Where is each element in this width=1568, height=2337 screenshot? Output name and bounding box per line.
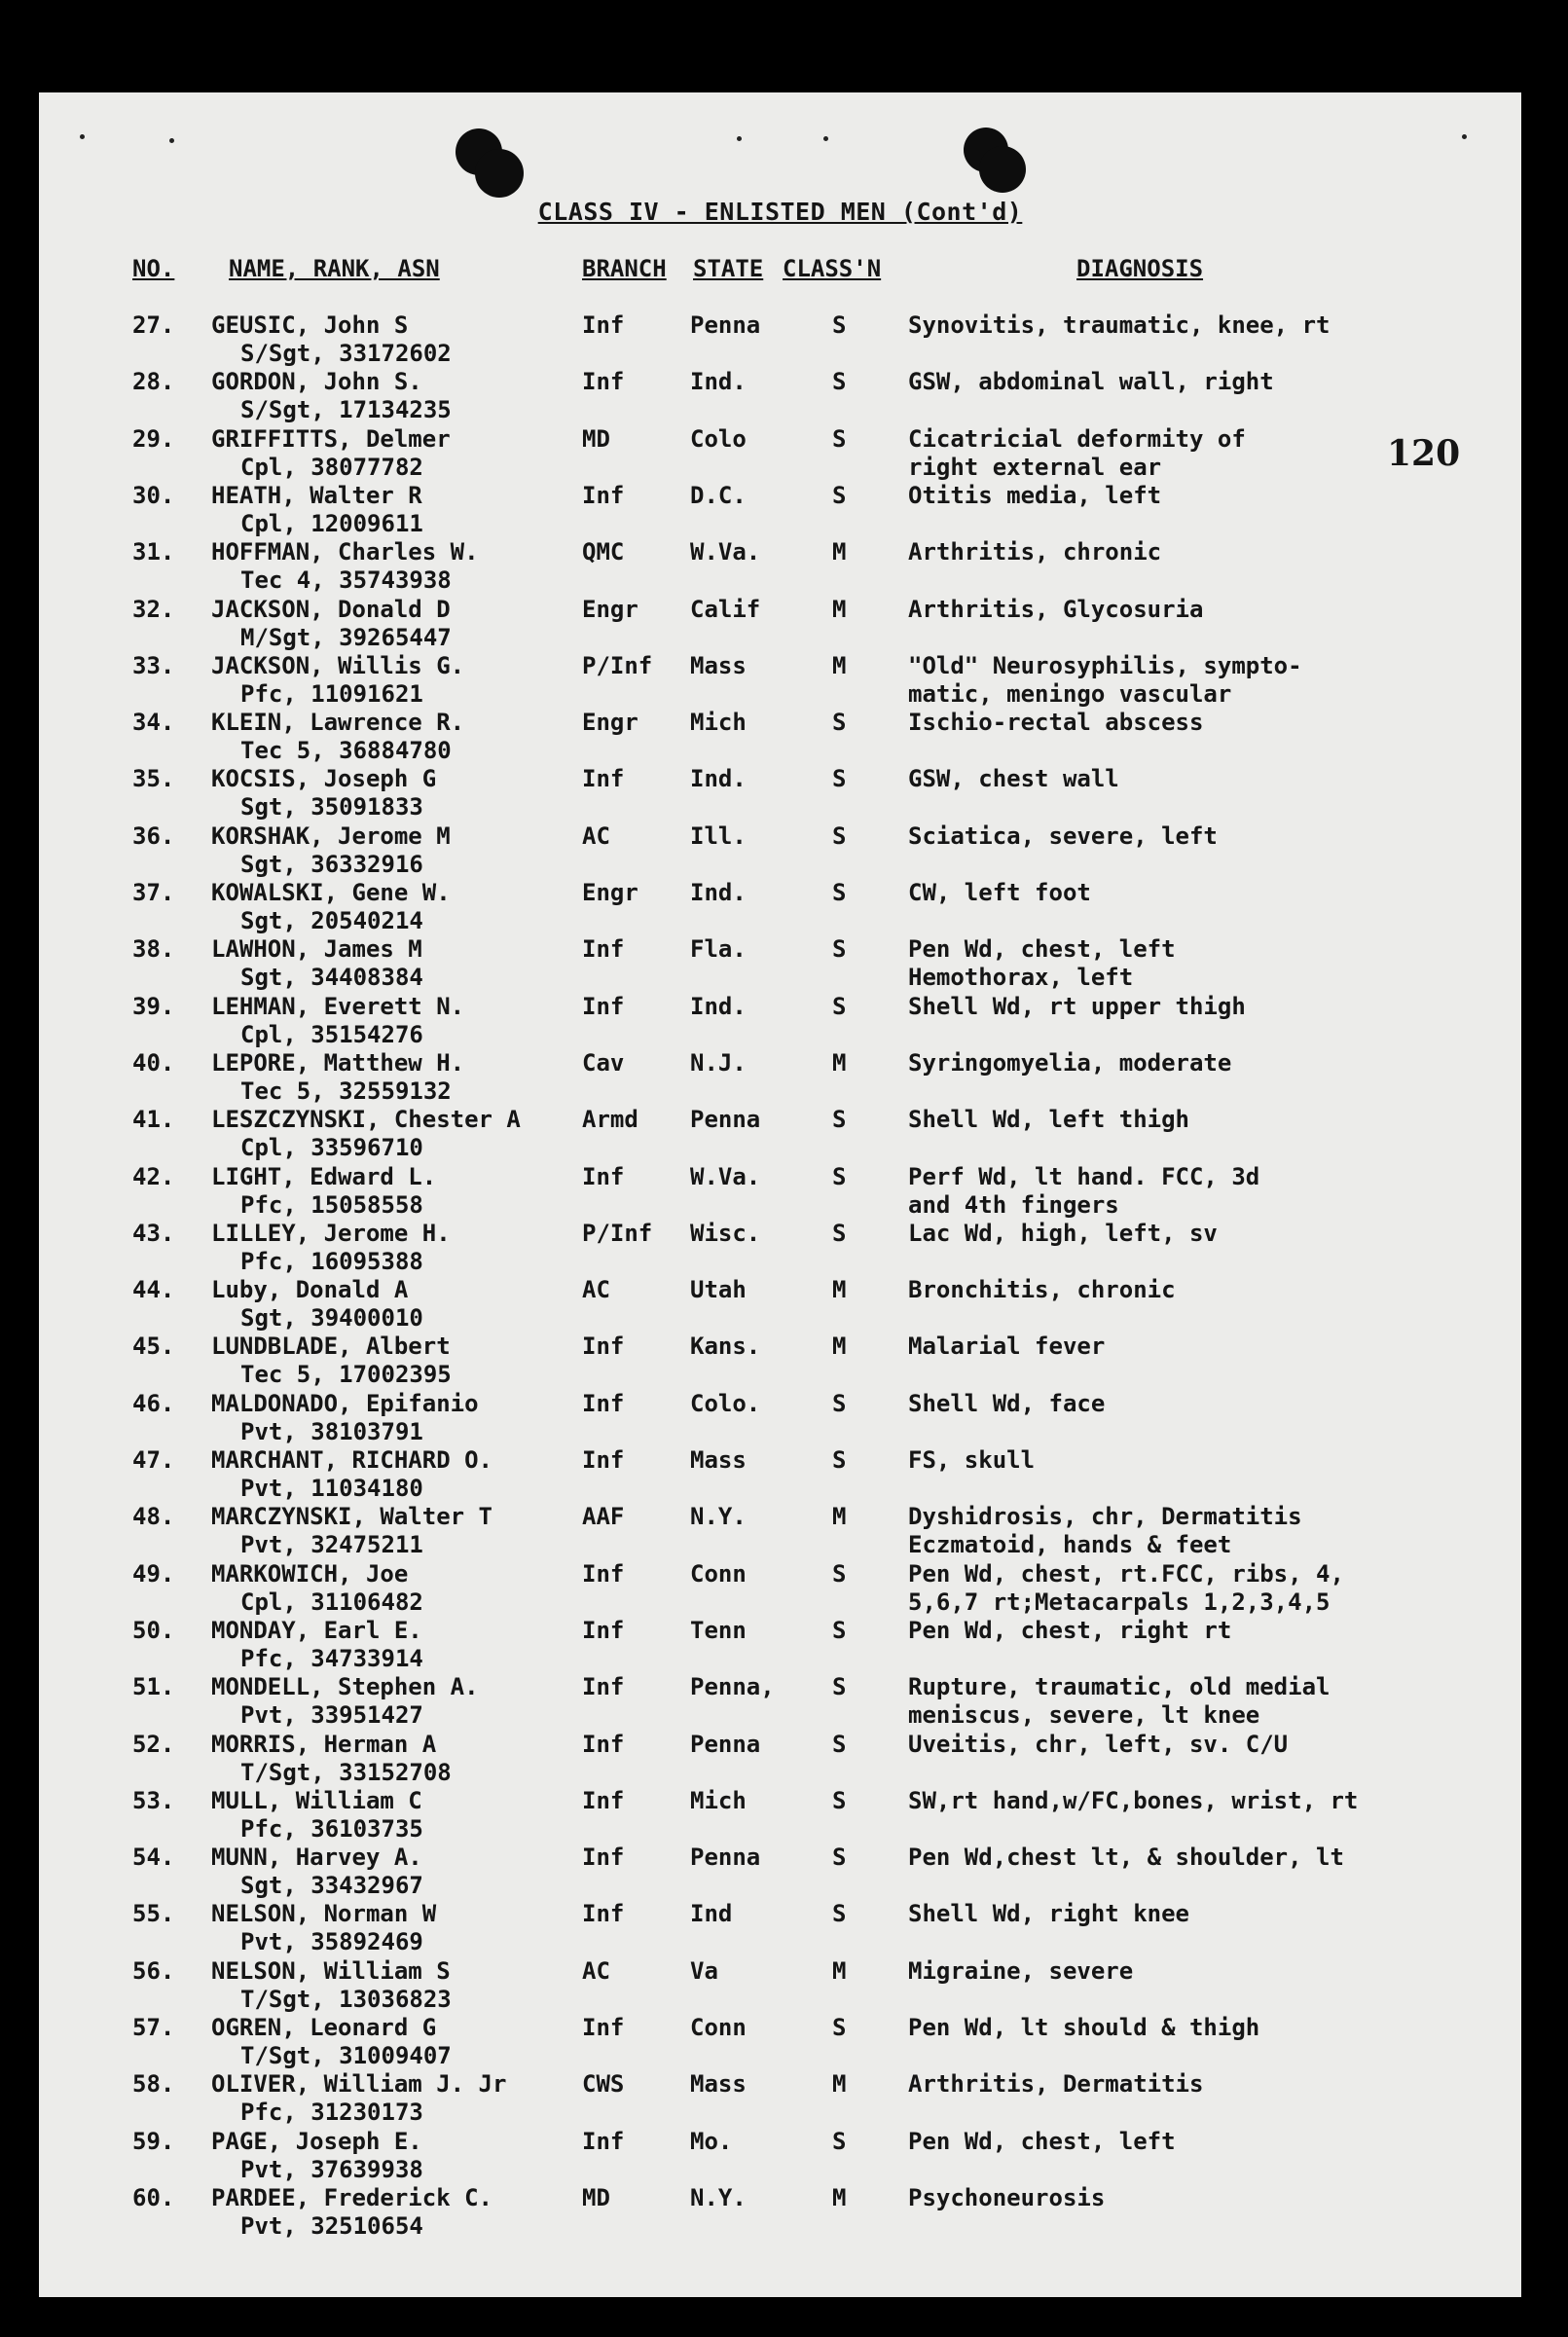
record-diagnosis-line-1: Arthritis, chronic xyxy=(908,538,1162,566)
record-branch: Inf xyxy=(582,1844,625,1872)
record-rank-asn: Cpl, 38077782 xyxy=(240,453,423,481)
record-row xyxy=(39,1049,1521,1106)
record-branch: AC xyxy=(582,1956,610,1985)
record-state: Mo. xyxy=(690,2127,733,2155)
record-row xyxy=(39,1900,1521,1956)
record-branch: AC xyxy=(582,822,610,850)
record-rank-asn: Pvt, 38103791 xyxy=(240,1417,423,1445)
record-branch: Inf xyxy=(582,2014,625,2041)
record-row xyxy=(39,1617,1521,1673)
record-row xyxy=(39,765,1521,822)
record-number: 54. xyxy=(132,1844,175,1872)
record-classification: S xyxy=(832,2014,847,2041)
record-state: Ind. xyxy=(690,879,747,906)
record-name: MONDELL, Stephen A. xyxy=(211,1673,479,1701)
record-diagnosis-line-1: Syringomyelia, moderate xyxy=(908,1048,1232,1077)
record-branch: Engr xyxy=(582,879,638,906)
record-diagnosis-line-1: Dyshidrosis, chr, Dermatitis xyxy=(908,1503,1302,1531)
record-number: 55. xyxy=(132,1900,175,1928)
record-row xyxy=(39,1163,1521,1220)
record-classification: S xyxy=(832,709,847,737)
record-name: LEPORE, Matthew H. xyxy=(211,1048,465,1077)
record-classification: M xyxy=(832,651,847,679)
record-name: LESZCZYNSKI, Chester A xyxy=(211,1106,521,1134)
record-classification: S xyxy=(832,822,847,850)
record-number: 39. xyxy=(132,992,175,1020)
record-state: Calif xyxy=(690,595,761,623)
record-diagnosis-line-1: Cicatricial deformity of xyxy=(908,424,1246,453)
record-classification: S xyxy=(832,1730,847,1758)
record-rank-asn: Pfc, 31230173 xyxy=(240,2099,423,2127)
record-diagnosis-line-1: Pen Wd, chest, left xyxy=(908,935,1176,964)
record-diagnosis-line-1: Pen Wd, chest, right rt xyxy=(908,1616,1232,1644)
record-name: OLIVER, William J. Jr xyxy=(211,2070,507,2099)
record-number: 53. xyxy=(132,1786,175,1814)
record-classification: S xyxy=(832,481,847,509)
speck xyxy=(823,136,828,141)
record-name: Luby, Donald A xyxy=(211,1276,409,1304)
record-name: GRIFFITTS, Delmer xyxy=(211,424,451,453)
record-row xyxy=(39,1446,1521,1503)
record-number: 49. xyxy=(132,1559,175,1588)
record-rank-asn: Pvt, 11034180 xyxy=(240,1475,423,1502)
record-diagnosis-line-1: Shell Wd, right knee xyxy=(908,1900,1189,1928)
record-name: HOFFMAN, Charles W. xyxy=(211,538,479,566)
record-diagnosis-line-2: right external ear xyxy=(908,453,1162,481)
record-rank-asn: Cpl, 33596710 xyxy=(240,1134,423,1162)
record-diagnosis-line-2: 5,6,7 rt;Metacarpals 1,2,3,4,5 xyxy=(908,1588,1331,1616)
record-rank-asn: Pfc, 15058558 xyxy=(240,1190,423,1219)
record-diagnosis-line-1: Shell Wd, face xyxy=(908,1389,1106,1417)
record-diagnosis-line-2: Eczmatoid, hands & feet xyxy=(908,1531,1232,1559)
record-diagnosis-line-1: Pen Wd, chest, rt.FCC, ribs, 4, xyxy=(908,1559,1344,1588)
record-row xyxy=(39,425,1521,482)
record-rank-asn: T/Sgt, 33152708 xyxy=(240,1758,452,1786)
record-row xyxy=(39,1560,1521,1617)
record-row xyxy=(39,1276,1521,1333)
record-state: N.J. xyxy=(690,1048,747,1077)
record-branch: Cav xyxy=(582,1048,625,1077)
record-name: MARKOWICH, Joe xyxy=(211,1559,409,1588)
record-diagnosis-line-2: meniscus, severe, lt knee xyxy=(908,1701,1260,1730)
record-name: MUNN, Harvey A. xyxy=(211,1844,422,1872)
record-diagnosis-line-2: matic, meningo vascular xyxy=(908,679,1232,708)
record-branch: Inf xyxy=(582,1559,625,1588)
record-branch: Inf xyxy=(582,311,625,339)
record-classification: S xyxy=(832,765,847,793)
record-state: Colo. xyxy=(690,1389,761,1417)
record-diagnosis-line-1: CW, left foot xyxy=(908,879,1091,906)
record-rank-asn: Sgt, 34408384 xyxy=(240,964,423,992)
record-row xyxy=(39,2184,1521,2241)
record-branch: Inf xyxy=(582,1333,625,1361)
record-diagnosis-line-1: Migraine, severe xyxy=(908,1956,1134,1985)
record-state: D.C. xyxy=(690,481,747,509)
record-state: Penna xyxy=(690,1844,761,1872)
record-rank-asn: Pvt, 32510654 xyxy=(240,2211,423,2240)
record-diagnosis-line-1: Shell Wd, left thigh xyxy=(908,1106,1189,1134)
record-state: Kans. xyxy=(690,1333,761,1361)
record-rank-asn: S/Sgt, 17134235 xyxy=(240,396,452,424)
record-name: MONDAY, Earl E. xyxy=(211,1616,422,1644)
record-state: Ill. xyxy=(690,822,747,850)
record-branch: Inf xyxy=(582,992,625,1020)
speck xyxy=(169,138,174,143)
record-classification: S xyxy=(832,1900,847,1928)
record-diagnosis-line-1: GSW, abdominal wall, right xyxy=(908,368,1274,396)
record-diagnosis-line-1: Arthritis, Dermatitis xyxy=(908,2070,1204,2099)
record-number: 28. xyxy=(132,368,175,396)
record-name: GORDON, John S. xyxy=(211,368,422,396)
record-classification: S xyxy=(832,2127,847,2155)
record-classification: S xyxy=(832,424,847,453)
record-row xyxy=(39,311,1521,368)
record-classification: S xyxy=(832,368,847,396)
record-classification: S xyxy=(832,1446,847,1474)
record-number: 47. xyxy=(132,1446,175,1474)
record-classification: S xyxy=(832,1844,847,1872)
record-state: Mass xyxy=(690,651,747,679)
record-name: MARCHANT, RICHARD O. xyxy=(211,1446,492,1474)
record-rank-asn: T/Sgt, 31009407 xyxy=(240,2042,452,2069)
record-classification: M xyxy=(832,538,847,566)
record-name: KOWALSKI, Gene W. xyxy=(211,879,451,906)
record-row xyxy=(39,1731,1521,1787)
record-rank-asn: Pvt, 33951427 xyxy=(240,1701,423,1730)
record-number: 40. xyxy=(132,1048,175,1077)
header-diagnosis: DIAGNOSIS xyxy=(1076,255,1204,282)
punch-hole-right-b xyxy=(979,146,1026,193)
record-diagnosis-line-1: Pen Wd, lt should & thigh xyxy=(908,2014,1260,2041)
record-number: 45. xyxy=(132,1333,175,1361)
record-branch: P/Inf xyxy=(582,651,653,679)
record-diagnosis-line-1: Arthritis, Glycosuria xyxy=(908,595,1204,623)
record-row xyxy=(39,993,1521,1049)
header-state: STATE xyxy=(693,255,764,282)
document-page xyxy=(39,92,1521,2297)
record-name: OGREN, Leonard G xyxy=(211,2014,437,2041)
record-diagnosis-line-1: Sciatica, severe, left xyxy=(908,822,1218,850)
record-rank-asn: Sgt, 39400010 xyxy=(240,1304,423,1333)
record-number: 36. xyxy=(132,822,175,850)
record-rank-asn: Tec 5, 32559132 xyxy=(240,1077,452,1105)
record-diagnosis-line-1: GSW, chest wall xyxy=(908,765,1119,793)
record-state: Penna xyxy=(690,1730,761,1758)
record-row xyxy=(39,709,1521,765)
header-branch: BRANCH xyxy=(582,255,667,282)
record-number: 31. xyxy=(132,538,175,566)
record-number: 30. xyxy=(132,481,175,509)
record-state: Penna xyxy=(690,311,761,339)
record-name: HEATH, Walter R xyxy=(211,481,422,509)
record-number: 52. xyxy=(132,1730,175,1758)
record-classification: S xyxy=(832,1162,847,1190)
record-state: W.Va. xyxy=(690,1162,761,1190)
record-branch: Inf xyxy=(582,1389,625,1417)
record-name: LIGHT, Edward L. xyxy=(211,1162,437,1190)
record-rank-asn: M/Sgt, 39265447 xyxy=(240,623,452,651)
record-rank-asn: T/Sgt, 13036823 xyxy=(240,1985,452,2013)
record-row xyxy=(39,1844,1521,1900)
record-diagnosis-line-1: Uveitis, chr, left, sv. C/U xyxy=(908,1730,1289,1758)
record-row xyxy=(39,596,1521,652)
record-diagnosis-line-1: Bronchitis, chronic xyxy=(908,1276,1176,1304)
record-state: Ind xyxy=(690,1900,733,1928)
record-classification: M xyxy=(832,1333,847,1361)
record-branch: Inf xyxy=(582,1616,625,1644)
record-number: 42. xyxy=(132,1162,175,1190)
record-number: 27. xyxy=(132,311,175,339)
record-diagnosis-line-1: Perf Wd, lt hand. FCC, 3d xyxy=(908,1162,1260,1190)
record-name: LILLEY, Jerome H. xyxy=(211,1219,451,1247)
record-rank-asn: Cpl, 12009611 xyxy=(240,509,423,537)
record-rank-asn: Pvt, 37639938 xyxy=(240,2155,423,2183)
punch-hole-left-b xyxy=(475,149,524,198)
record-row xyxy=(39,2128,1521,2184)
record-classification: S xyxy=(832,1219,847,1247)
record-rank-asn: Tec 5, 36884780 xyxy=(240,737,452,765)
record-number: 41. xyxy=(132,1106,175,1134)
record-diagnosis-line-1: FS, skull xyxy=(908,1446,1036,1474)
record-branch: QMC xyxy=(582,538,625,566)
record-branch: Inf xyxy=(582,368,625,396)
record-state: N.Y. xyxy=(690,2183,747,2211)
record-state: Mich xyxy=(690,709,747,737)
record-name: LEHMAN, Everett N. xyxy=(211,992,465,1020)
record-classification: M xyxy=(832,1503,847,1531)
record-row xyxy=(39,1333,1521,1389)
record-row xyxy=(39,1106,1521,1162)
record-name: MULL, William C xyxy=(211,1786,422,1814)
record-branch: MD xyxy=(582,2183,610,2211)
record-number: 29. xyxy=(132,424,175,453)
record-branch: Inf xyxy=(582,1446,625,1474)
record-diagnosis-line-1: Psychoneurosis xyxy=(908,2183,1106,2211)
record-state: Colo xyxy=(690,424,747,453)
record-name: LAWHON, James M xyxy=(211,935,422,964)
record-branch: Inf xyxy=(582,2127,625,2155)
record-diagnosis-line-1: Pen Wd, chest, left xyxy=(908,2127,1176,2155)
record-rank-asn: Tec 5, 17002395 xyxy=(240,1361,452,1389)
record-classification: S xyxy=(832,935,847,964)
record-number: 56. xyxy=(132,1956,175,1985)
record-name: NELSON, Norman W xyxy=(211,1900,437,1928)
speck xyxy=(1462,134,1467,139)
record-diagnosis-line-2: and 4th fingers xyxy=(908,1190,1119,1219)
record-branch: Engr xyxy=(582,709,638,737)
record-state: Ind. xyxy=(690,992,747,1020)
record-row xyxy=(39,879,1521,935)
record-row xyxy=(39,1220,1521,1276)
record-row xyxy=(39,482,1521,538)
record-branch: Inf xyxy=(582,1162,625,1190)
record-state: Conn xyxy=(690,1559,747,1588)
record-classification: S xyxy=(832,1673,847,1701)
record-number: 44. xyxy=(132,1276,175,1304)
record-number: 48. xyxy=(132,1503,175,1531)
record-number: 43. xyxy=(132,1219,175,1247)
record-rank-asn: Sgt, 33432967 xyxy=(240,1872,423,1900)
record-name: KOCSIS, Joseph G xyxy=(211,765,437,793)
record-row xyxy=(39,1390,1521,1446)
record-state: W.Va. xyxy=(690,538,761,566)
record-classification: S xyxy=(832,1786,847,1814)
record-state: Tenn xyxy=(690,1616,747,1644)
record-number: 58. xyxy=(132,2070,175,2099)
record-rank-asn: Pfc, 36103735 xyxy=(240,1814,423,1843)
record-number: 33. xyxy=(132,651,175,679)
record-classification: M xyxy=(832,1956,847,1985)
record-row xyxy=(39,652,1521,709)
record-branch: AAF xyxy=(582,1503,625,1531)
record-rank-asn: Pvt, 32475211 xyxy=(240,1531,423,1559)
record-name: LUNDBLADE, Albert xyxy=(211,1333,451,1361)
record-rank-asn: Pfc, 11091621 xyxy=(240,679,423,708)
record-state: Ind. xyxy=(690,368,747,396)
record-state: Va xyxy=(690,1956,718,1985)
record-rank-asn: Pfc, 34733914 xyxy=(240,1644,423,1672)
record-diagnosis-line-1: Lac Wd, high, left, sv xyxy=(908,1219,1218,1247)
record-rank-asn: Sgt, 35091833 xyxy=(240,793,423,822)
record-row xyxy=(39,538,1521,595)
record-name: MARCZYNSKI, Walter T xyxy=(211,1503,492,1531)
record-diagnosis-line-1: Pen Wd,chest lt, & shoulder, lt xyxy=(908,1844,1344,1872)
record-name: GEUSIC, John S xyxy=(211,311,409,339)
record-branch: Inf xyxy=(582,1730,625,1758)
record-diagnosis-line-1: SW,rt hand,w/FC,bones, wrist, rt xyxy=(908,1786,1359,1814)
record-name: MALDONADO, Epifanio xyxy=(211,1389,479,1417)
document-title: CLASS IV - ENLISTED MEN (Cont'd) xyxy=(537,198,1023,226)
header-name: NAME, RANK, ASN xyxy=(229,255,440,282)
record-branch: Armd xyxy=(582,1106,638,1134)
record-branch: MD xyxy=(582,424,610,453)
record-name: PAGE, Joseph E. xyxy=(211,2127,422,2155)
record-name: KLEIN, Lawrence R. xyxy=(211,709,465,737)
record-classification: M xyxy=(832,2070,847,2099)
record-classification: M xyxy=(832,595,847,623)
record-state: Penna xyxy=(690,1106,761,1134)
record-number: 32. xyxy=(132,595,175,623)
record-row xyxy=(39,1787,1521,1844)
record-state: Mich xyxy=(690,1786,747,1814)
record-rank-asn: Tec 4, 35743938 xyxy=(240,566,452,595)
record-rank-asn: Cpl, 31106482 xyxy=(240,1588,423,1616)
record-state: Penna, xyxy=(690,1673,775,1701)
record-rank-asn: S/Sgt, 33172602 xyxy=(240,340,452,367)
record-diagnosis-line-1: Ischio-rectal abscess xyxy=(908,709,1204,737)
record-branch: Inf xyxy=(582,765,625,793)
record-name: PARDEE, Frederick C. xyxy=(211,2183,492,2211)
record-classification: M xyxy=(832,1276,847,1304)
header-class: CLASS'N xyxy=(783,255,882,282)
record-branch: Inf xyxy=(582,1900,625,1928)
record-branch: Inf xyxy=(582,935,625,964)
record-classification: S xyxy=(832,1389,847,1417)
header-no: NO. xyxy=(132,255,175,282)
record-rank-asn: Sgt, 20540214 xyxy=(240,907,423,934)
record-classification: S xyxy=(832,1106,847,1134)
record-diagnosis-line-1: "Old" Neurosyphilis, sympto- xyxy=(908,651,1302,679)
page-number: 120 xyxy=(1387,433,1461,474)
record-classification: S xyxy=(832,1559,847,1588)
record-diagnosis-line-2: Hemothorax, left xyxy=(908,964,1134,992)
record-classification: S xyxy=(832,879,847,906)
record-state: N.Y. xyxy=(690,1503,747,1531)
record-number: 38. xyxy=(132,935,175,964)
record-state: Mass xyxy=(690,1446,747,1474)
record-number: 35. xyxy=(132,765,175,793)
record-number: 59. xyxy=(132,2127,175,2155)
record-number: 46. xyxy=(132,1389,175,1417)
record-branch: Inf xyxy=(582,1673,625,1701)
record-classification: S xyxy=(832,1616,847,1644)
record-row xyxy=(39,2070,1521,2127)
record-branch: CWS xyxy=(582,2070,625,2099)
record-classification: S xyxy=(832,992,847,1020)
record-rank-asn: Pvt, 35892469 xyxy=(240,1928,423,1956)
record-row xyxy=(39,1503,1521,1559)
record-row xyxy=(39,822,1521,879)
record-diagnosis-line-1: Malarial fever xyxy=(908,1333,1106,1361)
record-rank-asn: Cpl, 35154276 xyxy=(240,1020,423,1048)
record-name: MORRIS, Herman A xyxy=(211,1730,437,1758)
record-state: Mass xyxy=(690,2070,747,2099)
record-classification: M xyxy=(832,2183,847,2211)
record-state: Utah xyxy=(690,1276,747,1304)
record-rank-asn: Sgt, 36332916 xyxy=(240,850,423,878)
record-branch: Inf xyxy=(582,481,625,509)
record-row xyxy=(39,368,1521,424)
record-number: 57. xyxy=(132,2014,175,2041)
record-diagnosis-line-1: Rupture, traumatic, old medial xyxy=(908,1673,1331,1701)
record-name: NELSON, William S xyxy=(211,1956,451,1985)
record-diagnosis-line-1: Shell Wd, rt upper thigh xyxy=(908,992,1246,1020)
speck xyxy=(737,136,742,141)
record-branch: Engr xyxy=(582,595,638,623)
record-number: 50. xyxy=(132,1616,175,1644)
record-branch: AC xyxy=(582,1276,610,1304)
record-name: KORSHAK, Jerome M xyxy=(211,822,451,850)
record-diagnosis-line-1: Otitis media, left xyxy=(908,481,1162,509)
record-row xyxy=(39,1673,1521,1730)
record-row xyxy=(39,2014,1521,2070)
record-diagnosis-line-1: Synovitis, traumatic, knee, rt xyxy=(908,311,1331,339)
record-classification: M xyxy=(832,1048,847,1077)
record-branch: Inf xyxy=(582,1786,625,1814)
record-row xyxy=(39,935,1521,992)
record-row xyxy=(39,1957,1521,2014)
record-number: 51. xyxy=(132,1673,175,1701)
record-branch: P/Inf xyxy=(582,1219,653,1247)
record-rank-asn: Pfc, 16095388 xyxy=(240,1247,423,1275)
record-name: JACKSON, Willis G. xyxy=(211,651,465,679)
record-state: Conn xyxy=(690,2014,747,2041)
record-state: Wisc. xyxy=(690,1219,761,1247)
record-number: 60. xyxy=(132,2183,175,2211)
record-state: Fla. xyxy=(690,935,747,964)
record-number: 34. xyxy=(132,709,175,737)
record-classification: S xyxy=(832,311,847,339)
record-state: Ind. xyxy=(690,765,747,793)
speck xyxy=(80,134,85,139)
record-number: 37. xyxy=(132,879,175,906)
record-name: JACKSON, Donald D xyxy=(211,595,451,623)
